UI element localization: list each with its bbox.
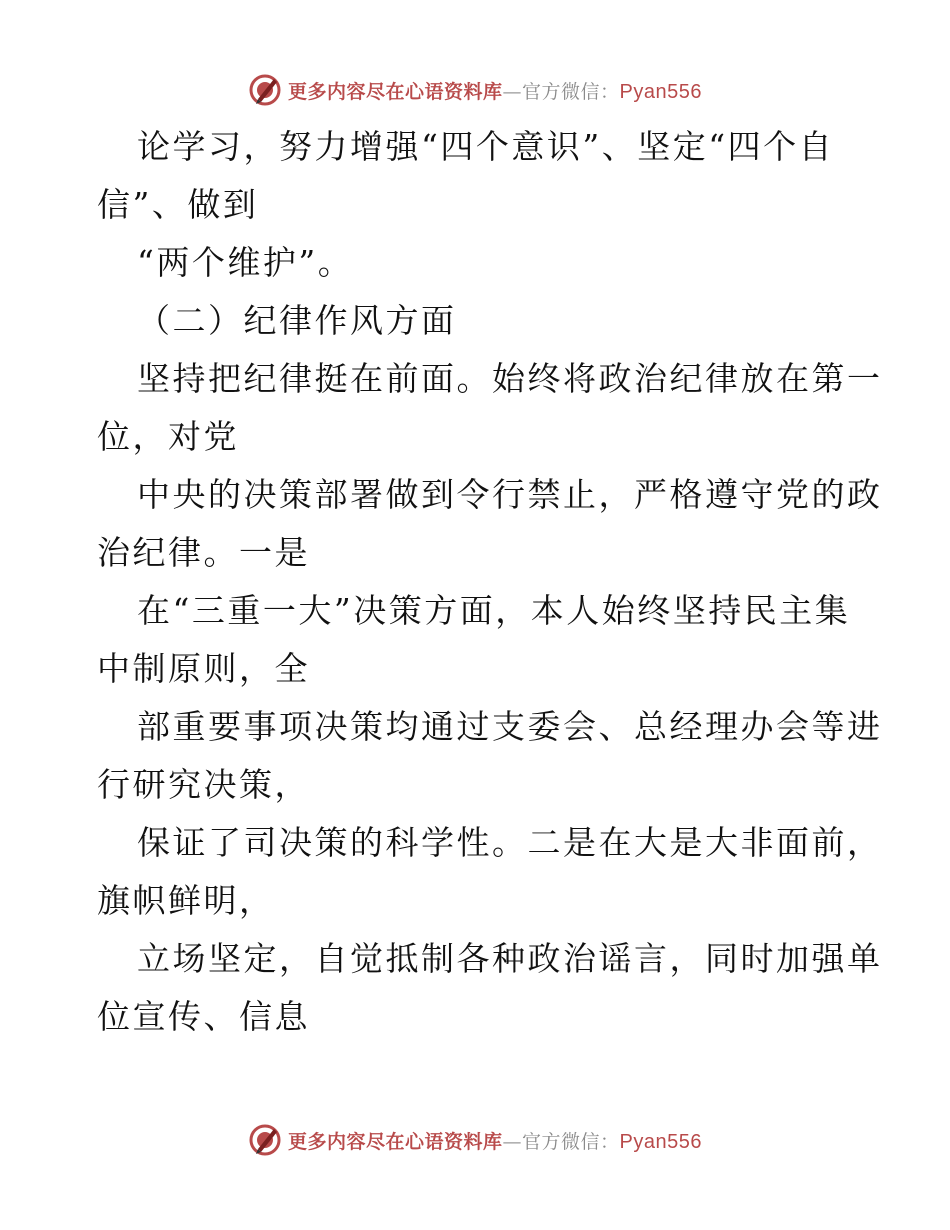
- text-line: 坚持把纪律挺在前面。始终将政治纪律放在第一: [137, 359, 883, 398]
- text-line: 信”、做到: [97, 185, 259, 224]
- watermark-wechat-id: Pyan556: [619, 1130, 702, 1153]
- footer-watermark: [0, 1120, 950, 1160]
- text-line: 中央的决策部署做到令行禁止，严格遵守党的政: [137, 475, 883, 514]
- text-line: 在“三重一大”决策方面，本人始终坚持民主集: [137, 591, 851, 630]
- watermark-prefix: 更多内容尽在心语资料库: [288, 1130, 503, 1153]
- watermark-wechat-id: Pyan556: [619, 80, 702, 103]
- text-line: 旗帜鲜明，: [97, 881, 275, 920]
- text-line: 中制原则，全: [97, 649, 310, 688]
- text-line: 立场坚定，自觉抵制各种政治谣言，同时加强单: [137, 939, 883, 978]
- pen-circle-icon: [248, 73, 282, 107]
- text-line: 位宣传、信息: [97, 997, 310, 1036]
- watermark-dash: —: [502, 80, 523, 103]
- text-line: “两个维护”。: [137, 243, 354, 282]
- watermark-prefix: 更多内容尽在心语资料库: [288, 80, 503, 103]
- header-watermark: [0, 70, 950, 110]
- watermark-wechat-label: 官方微信：: [522, 1130, 620, 1153]
- section-heading: （二）纪律作风方面: [137, 301, 457, 340]
- document-body: [97, 118, 883, 1046]
- text-line: 治纪律。一是: [97, 533, 310, 572]
- text-line: 部重要事项决策均通过支委会、总经理办会等进: [137, 707, 883, 746]
- watermark-wechat-label: 官方微信：: [522, 80, 620, 103]
- watermark-dash: —: [502, 1130, 523, 1153]
- text-line: 保证了司决策的科学性。二是在大是大非面前，: [137, 823, 883, 862]
- watermark-text: [288, 1127, 702, 1154]
- pen-circle-icon: [248, 1123, 282, 1157]
- text-line: 位，对党: [97, 417, 239, 456]
- text-line: 论学习，努力增强“四个意识”、坚定“四个自: [137, 127, 835, 166]
- text-line: 行研究决策，: [97, 765, 310, 804]
- watermark-text: [288, 77, 702, 104]
